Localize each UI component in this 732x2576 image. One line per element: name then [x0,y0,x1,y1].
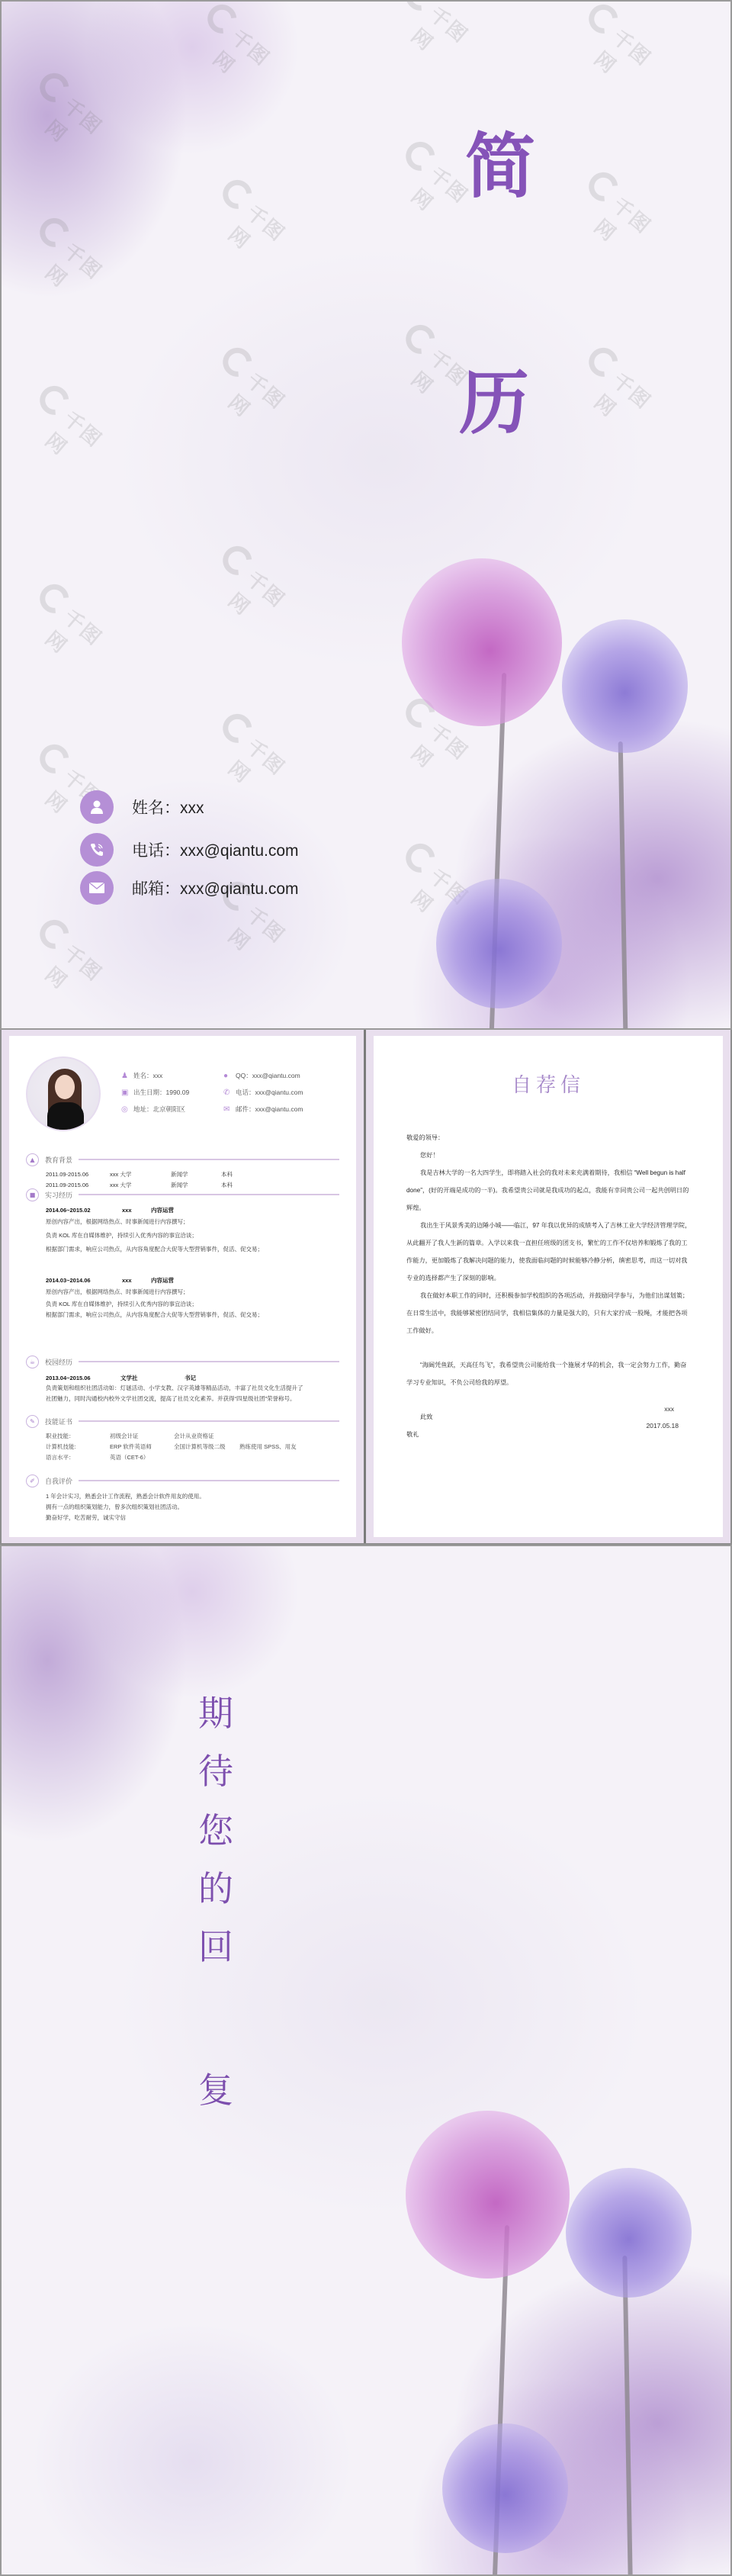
flower-stem [618,741,628,1030]
cover-letter-page-frame [366,1030,730,1543]
briefcase-icon: ■ [26,1188,39,1201]
closing-page [0,1545,732,2576]
info-name: ♟ 姓名：xxx [121,1071,163,1080]
divider [79,1159,339,1160]
person-icon [80,790,114,824]
edit-icon: ✐ [26,1475,39,1487]
qq-icon: ● [223,1071,229,1080]
watermark: 千图网 [394,831,493,925]
phone-icon [80,833,114,867]
mail-icon [80,871,114,905]
letter-date: 2017.05.18 [646,1422,679,1430]
resume-page-frame [2,1030,366,1543]
section-self-evaluation: ✐ 自我评价 1 年会计实习，熟悉会计工作流程，熟悉会计软件用友的使用。 拥有一点的组织策划能力，曾多次组织策划社团活动。 勤奋好学，吃苦耐劳，诚实守信 [26,1475,339,1523]
closing-char: 您 [198,1810,233,1851]
person-icon: ♟ [121,1071,128,1080]
letter-body [406,1129,692,1443]
watermark: 千图网 [28,206,127,300]
watermark: 千图网 [394,0,493,64]
watermark: 千图网 [211,336,310,429]
campus-entry-header: 2013.04~2015.06 文学社 书记 [46,1374,196,1381]
mail-icon: ✉ [223,1105,230,1114]
watermark: 千图网 [28,572,127,666]
personal-info [121,1069,345,1115]
resume-page [9,1036,356,1537]
internship-entry-header: 2014.03~2014.06 xxx 内容运营 [46,1276,174,1284]
avatar [26,1056,101,1131]
info-birth: ▣ 出生日期：1990.09 [121,1088,190,1097]
section-education [26,1153,339,1190]
watermark: 千图网 [577,336,676,429]
flower-stem [622,2256,632,2576]
flower-blue [562,619,688,753]
divider [79,1420,339,1422]
section-title: 校园经历 [45,1359,73,1367]
watermark: 千图网 [28,732,127,826]
wrench-icon: ✎ [26,1415,39,1428]
watermark: 千图网 [211,534,310,628]
flower-pink [406,2111,570,2279]
closing-char: 的 [198,1868,233,1909]
letter-title: 自荐信 [511,1074,585,1097]
contact-email: 邮箱：xxx@qiantu.com [132,880,299,898]
contact-phone: 电话：xxx@qiantu.com [132,842,299,860]
flower-pink [402,558,562,726]
closing-char: 回 [198,1926,233,1967]
watermark: 千图网 [577,160,676,254]
divider [79,1361,339,1362]
cup-icon: ☕ [26,1356,39,1368]
info-email: ✉ 邮件：xxx@qiantu.com [223,1105,303,1114]
letter-paragraph: 我是吉林大学的一名大四学生，即将踏入社会的我对未来充满着期待，我相信 “Well begun is half done”，(好的开端是成功的一半)。我希望贵公司就是我成功的起点，我能有幸同贵公司一起共创明日的辉煌。 [406,1169,689,1211]
contact-email-row [80,871,299,905]
education-row: 2011.09-2015.06 xxx 大学 新闻学 本科 [46,1170,233,1178]
watermark: 千图网 [196,0,295,87]
watermark: 千图网 [211,168,310,262]
letter-salutation: 敬爱的领导： [406,1134,445,1141]
watermark: 千图网 [28,61,127,155]
watermark: 千图网 [28,908,127,1002]
education-row: 2011.09-2015.06 xxx 大学 新闻学 本科 [46,1181,233,1188]
letter-signature: xxx [664,1405,674,1413]
watermark: 千图网 [394,130,493,224]
flower-blue [436,879,562,1008]
closing-char: 待 [198,1751,233,1792]
watermark: 千图网 [394,687,493,780]
cover-title-char: 简 [465,125,536,207]
cover-letter-page [374,1036,723,1537]
letter-paragraph: 我出生于风景秀美的边陲小城——临江，97 年我以优异的成绩考入了吉林工业大学经济管理学院，从此翻开了我人生新的篇章。入学以来我一直担任班级的团支书，繁忙的工作不仅培养和锻炼了我的工作能力，更加锻炼了我解决问题的能力，使我面临问题的时候能够冷静分析，缜密思考，而这一切对我专业的选择都产生了深刻的影响。 [406,1222,692,1282]
watermark: 千图网 [394,313,493,407]
cover-title-char: 历 [459,362,530,444]
closing-char: 复 [198,2069,233,2111]
contact-phone-row [80,833,299,867]
section-title: 实习经历 [45,1192,73,1200]
letter-greeting: 您好！ [420,1152,439,1159]
skill-row: 职业技能： 初级会计证 会计从业资格证 [46,1432,214,1439]
watermark: 千图网 [211,870,310,963]
cover-page [0,0,732,1030]
letter-paragraph: “海阔凭鱼跃，天高任鸟飞”，我希望贵公司能给我一个施展才华的机会，我一定会努力工作，勤奋学习专业知识，不负公司给我的厚望。 [406,1362,687,1386]
contact-name: 姓名：xxx [132,799,204,817]
closing-char: 期 [198,1693,233,1734]
letter-paragraph: 我在做好本职工作的同时，还积极参加学校组织的各项活动，并鼓励同学参与，为他们出谋划策；在日常生活中，我能够紧密团结同学，我相信集体的力量是强大的，只有大家拧成一股绳，才能把各项工作做好。 [406,1292,689,1334]
flower-blue [566,2168,692,2298]
divider [79,1194,339,1195]
section-skills [26,1415,339,1462]
section-campus: ☕ 校园经历 2013.04~2015.06 文学社 书记 负责策划和组织社团活动如：灯谜活动、小学支教、汉字英雄等精品活动，丰富了社员文化生活提升了 社团魅力，同时沟通校内校外文学社团交流，提高了社员文化素养。并获得“四星级社团”荣誉称号。 [26,1356,339,1404]
internship-entry-header: 2014.06~2015.02 xxx 内容运营 [46,1206,174,1214]
info-qq: ● QQ：xxx@qiantu.com [223,1071,300,1080]
section-internship: ■ 实习经历 2014.06~2015.02 xxx 内容运营 原创内容产出，根据网络热点、时事新闻进行内容撰写； 负责 KOL 库在自媒体维护，持续引入优秀内容的事宜洽谈； 根据部门需求，响应公司热点，从内容角度配合大促等大型营销事件，促活、促交易； 2014.03~2014.06 xxx 内容运营 原创内容产出，根据网络热点、时事新闻进行内容撰写； 负责 KOL 库在自媒体维护，持续引入优秀内容的事宜洽谈； 根据部门需求，响应公司热点，从内容角度配合大促等大型营销事件，促活、促交易； [26,1188,339,1320]
section-title: 教育背景 [45,1156,73,1165]
graduation-cap-icon: ▲ [26,1153,39,1166]
section-title: 自我评价 [45,1478,73,1486]
location-icon: ◎ [121,1105,128,1114]
letter-closing: 此致 [420,1413,433,1420]
watermark: 千图网 [211,702,310,796]
watermark: 千图网 [577,0,676,87]
skill-row: 计算机技能: ERP 软件英语师 全国计算机等级二级 熟练使用 SPSS、用友 [46,1442,297,1450]
info-address: ◎ 地址：北京朝阳区 [121,1105,186,1114]
phone-icon: ✆ [223,1088,230,1097]
resume-and-letter-spread [0,1030,732,1545]
skill-row: 语言水平： 英语（CET-6） [46,1453,149,1461]
divider [79,1480,339,1481]
flower-blue [442,2423,568,2553]
gift-icon: ▣ [121,1088,129,1097]
contact-name-row [80,790,204,824]
section-title: 技能证书 [45,1418,73,1426]
letter-regards: 敬礼 [406,1431,419,1438]
info-phone: ✆ 电话：xxx@qiantu.com [223,1088,303,1097]
watermark: 千图网 [28,374,127,468]
